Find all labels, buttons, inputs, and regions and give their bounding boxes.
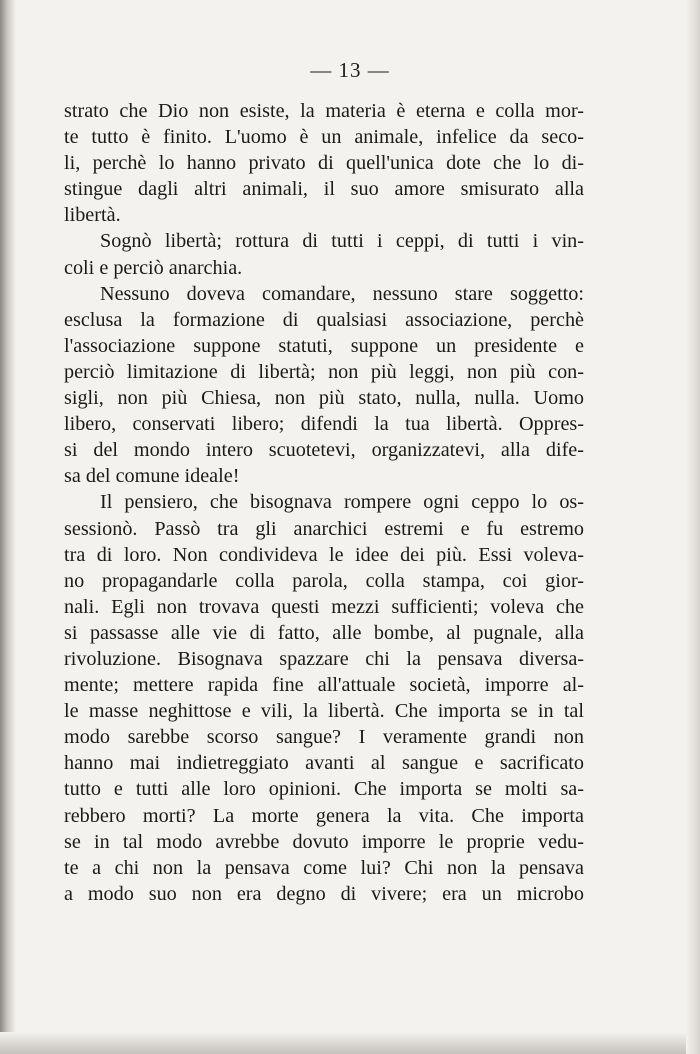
text-line: rivoluzione. Bisognava spazzare chi la pensava diversa- xyxy=(64,647,584,670)
text-line: Il pensiero, che bisognava rompere ogni ceppo lo os- xyxy=(100,491,584,514)
text-line: mente; mettere rapida fine all'attuale società, imporre al- xyxy=(64,674,584,697)
text-line: tra di loro. Non condivideva le idee dei più. Essi voleva- xyxy=(64,543,584,566)
text-line: strato che Dio non esiste, la materia è eterna e colla mor- xyxy=(64,100,584,122)
text-line: modo sarebbe scorso sangue? I veramente grandi non xyxy=(64,726,584,749)
text-line: le masse neghittose e vili, la libertà. Che importa se in tal xyxy=(64,700,584,723)
text-line: hanno mai indietreggiato avanti al sangue e sacrificato xyxy=(64,752,584,775)
text-line: no propagandarle colla parola, colla stampa, coi gior- xyxy=(64,569,584,592)
text-line: rebbero morti? La morte genera la vita. Che importa xyxy=(64,804,584,827)
text-line: libertà. xyxy=(64,204,121,227)
text-line: perciò limitazione di libertà; non più leggi, non più con- xyxy=(64,360,584,383)
text-line: li, perchè lo hanno privato di quell'unica dote che lo di- xyxy=(64,152,584,175)
text-line: tutto e tutti alle loro opinioni. Che importa se molti sa- xyxy=(64,778,584,801)
text-line: Nessuno doveva comandare, nessuno stare soggetto: xyxy=(100,282,584,305)
text-line: sigli, non più Chiesa, non più stato, nulla, nulla. Uomo xyxy=(64,387,584,410)
paragraph xyxy=(64,98,584,228)
text-line: se in tal modo avrebbe dovuto imporre le proprie vedu- xyxy=(64,830,584,853)
paragraph xyxy=(64,228,584,280)
text-line: si passasse alle vie di fatto, alle bombe, al pugnale, alla xyxy=(64,621,584,644)
text-line: nali. Egli non trovava questi mezzi sufficienti; voleva che xyxy=(64,595,584,618)
body-text xyxy=(64,98,584,907)
text-line: te a chi non la pensava come lui? Chi non la pensava xyxy=(64,856,584,879)
text-line: esclusa la formazione di qualsiasi associazione, perchè xyxy=(64,308,584,331)
text-line: sa del comune ideale! xyxy=(64,465,240,488)
text-line: te tutto è finito. L'uomo è un animale, infelice da seco- xyxy=(64,126,584,149)
text-line: libero, conservati libero; difendi la tua libertà. Oppres- xyxy=(64,413,584,436)
text-line: si del mondo intero scuotetevi, organizzatevi, alla dife- xyxy=(64,439,584,462)
page-number: — 13 — xyxy=(310,58,390,82)
text-line: a modo suo non era degno di vivere; era un microbo xyxy=(64,882,584,905)
page-bottom-edge xyxy=(0,1032,700,1054)
text-line: coli e perciò anarchia. xyxy=(64,256,243,279)
text-line: stingue dagli altri animali, il suo amore smisurato alla xyxy=(64,178,584,201)
paragraph xyxy=(64,281,584,490)
text-line: sessionò. Passò tra gli anarchici estremi e fu estremo xyxy=(64,517,584,540)
paragraph xyxy=(64,489,584,907)
text-line: Sognò libertà; rottura di tutti i ceppi, di tutti i vin- xyxy=(100,230,584,253)
text-line: l'associazione suppone statuti, suppone un presidente e xyxy=(64,334,584,357)
